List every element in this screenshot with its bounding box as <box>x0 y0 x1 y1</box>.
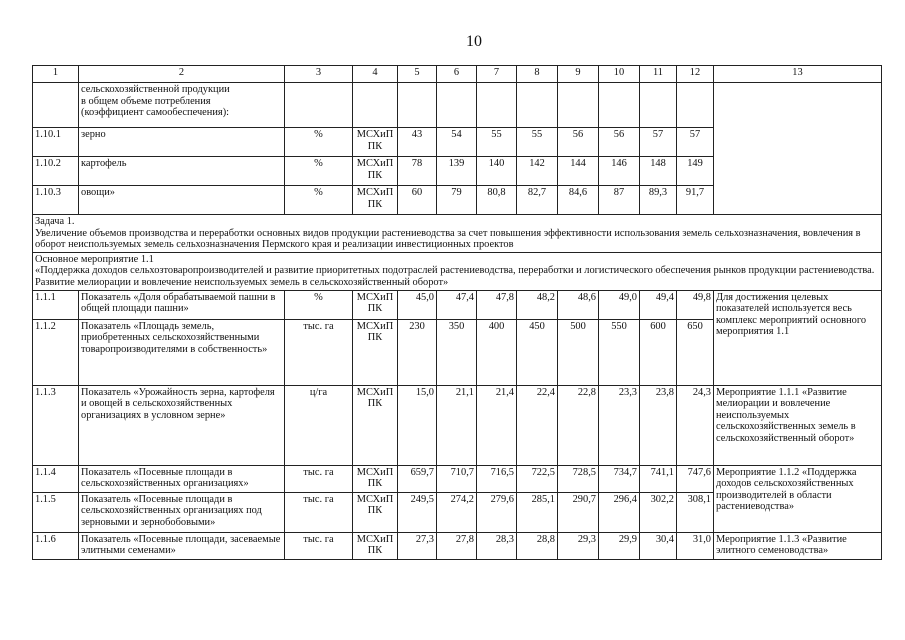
value-cell: 249,5 <box>398 492 437 532</box>
value-cell: 279,6 <box>477 492 517 532</box>
value-cell: 29,9 <box>599 532 640 559</box>
note-cell: Для достижения целевых показателей используется весь комплекс мероприятий основного мероприятия 1.1 <box>714 290 882 385</box>
value-cell: 21,4 <box>477 385 517 465</box>
column-number: 3 <box>285 66 353 83</box>
responsible: МСХиП ПК <box>353 157 398 186</box>
value-cell: 23,8 <box>640 385 677 465</box>
value-cell: 350 <box>437 319 477 385</box>
value-cell: 308,1 <box>677 492 714 532</box>
value-cell: 54 <box>437 128 477 157</box>
value-cell: 84,6 <box>558 186 599 215</box>
indicator-name: сельскохозяйственной продукции в общем объеме потребления (коэффициент самообеспечения): <box>79 83 285 128</box>
value-cell: 285,1 <box>517 492 558 532</box>
responsible: МСХиП ПК <box>353 465 398 492</box>
value-cell: 148 <box>640 157 677 186</box>
table-row <box>33 532 882 559</box>
value-cell: 31,0 <box>677 532 714 559</box>
value-cell: 728,5 <box>558 465 599 492</box>
value-cell: 60 <box>398 186 437 215</box>
value-cell: 82,7 <box>517 186 558 215</box>
value-cell: 400 <box>477 319 517 385</box>
indicator-name: Показатель «Посевные площади, засеваемые элитными семенами» <box>79 532 285 559</box>
column-number: 11 <box>640 66 677 83</box>
value-cell: 296,4 <box>599 492 640 532</box>
value-cell: 741,1 <box>640 465 677 492</box>
unit: тыс. га <box>285 492 353 532</box>
value-cell: 45,0 <box>398 290 437 319</box>
column-number: 13 <box>714 66 882 83</box>
value-cell: 43 <box>398 128 437 157</box>
column-number: 8 <box>517 66 558 83</box>
task-row <box>33 215 882 253</box>
row-number: 1.1.3 <box>33 385 79 465</box>
value-cell: 30,4 <box>640 532 677 559</box>
value-cell: 78 <box>398 157 437 186</box>
row-number: 1.1.4 <box>33 465 79 492</box>
indicator-name: картофель <box>79 157 285 186</box>
value-cell: 302,2 <box>640 492 677 532</box>
value-cell: 27,8 <box>437 532 477 559</box>
unit: % <box>285 157 353 186</box>
value-cell: 55 <box>477 128 517 157</box>
value-cell: 650 <box>677 319 714 385</box>
column-number: 12 <box>677 66 714 83</box>
value-cell: 149 <box>677 157 714 186</box>
value-cell: 230 <box>398 319 437 385</box>
value-cell: 139 <box>437 157 477 186</box>
value-cell: 27,3 <box>398 532 437 559</box>
value-cell: 722,5 <box>517 465 558 492</box>
value-cell: 23,3 <box>599 385 640 465</box>
responsible: МСХиП ПК <box>353 532 398 559</box>
value-cell: 80,8 <box>477 186 517 215</box>
indicators-table <box>32 65 882 560</box>
value-cell: 21,1 <box>437 385 477 465</box>
value-cell: 49,0 <box>599 290 640 319</box>
value-cell: 22,8 <box>558 385 599 465</box>
value-cell: 28,3 <box>477 532 517 559</box>
measure-heading: Основное мероприятие 1.1 «Поддержка доходов сельхозтоваропроизводителей и развитие приоритетных подотраслей растениеводства, переработки и логистического обеспечения рынков продукции растениеводства. Развитие мелиорации и вовлечение неиспользуемых земель в сельскохозяйственный оборот» <box>33 252 882 290</box>
page-number: 10 <box>466 33 482 50</box>
row-number: 1.1.6 <box>33 532 79 559</box>
value-cell: 28,8 <box>517 532 558 559</box>
note-cell: Мероприятие 1.1.3 «Развитие элитного семеноводства» <box>714 532 882 559</box>
value-cell: 49,4 <box>640 290 677 319</box>
table-row <box>33 290 882 319</box>
value-cell: 22,4 <box>517 385 558 465</box>
unit: % <box>285 128 353 157</box>
responsible: МСХиП ПК <box>353 385 398 465</box>
unit: тыс. га <box>285 319 353 385</box>
note-cell: Мероприятие 1.1.1 «Развитие мелиорации и вовлечение неиспользуемых сельскохозяйственных земель в сельскохозяйственный оборот» <box>714 385 882 465</box>
value-cell: 89,3 <box>640 186 677 215</box>
column-number: 4 <box>353 66 398 83</box>
value-cell: 57 <box>677 128 714 157</box>
unit: % <box>285 290 353 319</box>
responsible: МСХиП ПК <box>353 290 398 319</box>
value-cell: 29,3 <box>558 532 599 559</box>
value-cell: 49,8 <box>677 290 714 319</box>
column-number: 9 <box>558 66 599 83</box>
responsible: МСХиП ПК <box>353 492 398 532</box>
indicator-name: Показатель «Урожайность зерна, картофеля и овощей в сельскохозяйственных организациях в условном зерне» <box>79 385 285 465</box>
value-cell: 290,7 <box>558 492 599 532</box>
unit: тыс. га <box>285 532 353 559</box>
value-cell: 710,7 <box>437 465 477 492</box>
value-cell: 56 <box>599 128 640 157</box>
value-cell: 56 <box>558 128 599 157</box>
value-cell: 550 <box>599 319 640 385</box>
responsible: МСХиП ПК <box>353 319 398 385</box>
row-number: 1.1.5 <box>33 492 79 532</box>
unit: тыс. га <box>285 465 353 492</box>
value-cell: 500 <box>558 319 599 385</box>
value-cell: 47,4 <box>437 290 477 319</box>
value-cell: 600 <box>640 319 677 385</box>
column-number-row <box>33 66 882 83</box>
indicator-name: Показатель «Посевные площади в сельскохозяйственных организациях» <box>79 465 285 492</box>
row-number: 1.10.2 <box>33 157 79 186</box>
value-cell: 140 <box>477 157 517 186</box>
value-cell: 57 <box>640 128 677 157</box>
note-cell: Мероприятие 1.1.2 «Поддержка доходов сельскохозяйственных производителей в области растениеводства» <box>714 465 882 532</box>
value-cell: 747,6 <box>677 465 714 492</box>
value-cell: 55 <box>517 128 558 157</box>
value-cell: 142 <box>517 157 558 186</box>
value-cell: 79 <box>437 186 477 215</box>
responsible: МСХиП ПК <box>353 128 398 157</box>
value-cell: 659,7 <box>398 465 437 492</box>
value-cell: 24,3 <box>677 385 714 465</box>
indicator-name: Показатель «Посевные площади в сельскохозяйственных организациях под зерновыми и зернобобовыми» <box>79 492 285 532</box>
task-heading: Задача 1. Увеличение объемов производства и переработки основных видов продукции растениеводства за счет повышения эффективности использования земель сельхозназначения, вовлечения в оборот неиспользуемых земель сельхозназначения Пермского края и реализации инвестиционных проектов <box>33 215 882 253</box>
value-cell: 48,6 <box>558 290 599 319</box>
table-row <box>33 385 882 465</box>
table-row <box>33 83 882 128</box>
indicator-name: зерно <box>79 128 285 157</box>
column-number: 6 <box>437 66 477 83</box>
value-cell: 47,8 <box>477 290 517 319</box>
value-cell: 734,7 <box>599 465 640 492</box>
column-number: 10 <box>599 66 640 83</box>
table-row <box>33 465 882 492</box>
value-cell: 144 <box>558 157 599 186</box>
note-cell <box>714 83 882 215</box>
value-cell: 91,7 <box>677 186 714 215</box>
value-cell: 15,0 <box>398 385 437 465</box>
value-cell: 87 <box>599 186 640 215</box>
column-number: 7 <box>477 66 517 83</box>
row-number: 1.10.1 <box>33 128 79 157</box>
value-cell: 274,2 <box>437 492 477 532</box>
row-number: 1.1.1 <box>33 290 79 319</box>
value-cell: 450 <box>517 319 558 385</box>
column-number: 1 <box>33 66 79 83</box>
unit: ц/га <box>285 385 353 465</box>
responsible: МСХиП ПК <box>353 186 398 215</box>
value-cell: 146 <box>599 157 640 186</box>
row-number: 1.1.2 <box>33 319 79 385</box>
value-cell: 48,2 <box>517 290 558 319</box>
measure-row <box>33 252 882 290</box>
unit: % <box>285 186 353 215</box>
indicator-name: Показатель «Площадь земель, приобретенных сельскохозяйственными товаропроизводителями в собственность» <box>79 319 285 385</box>
value-cell: 716,5 <box>477 465 517 492</box>
column-number: 5 <box>398 66 437 83</box>
column-number: 2 <box>79 66 285 83</box>
row-number: 1.10.3 <box>33 186 79 215</box>
indicator-name: Показатель «Доля обрабатываемой пашни в общей площади пашни» <box>79 290 285 319</box>
indicator-name: овощи» <box>79 186 285 215</box>
